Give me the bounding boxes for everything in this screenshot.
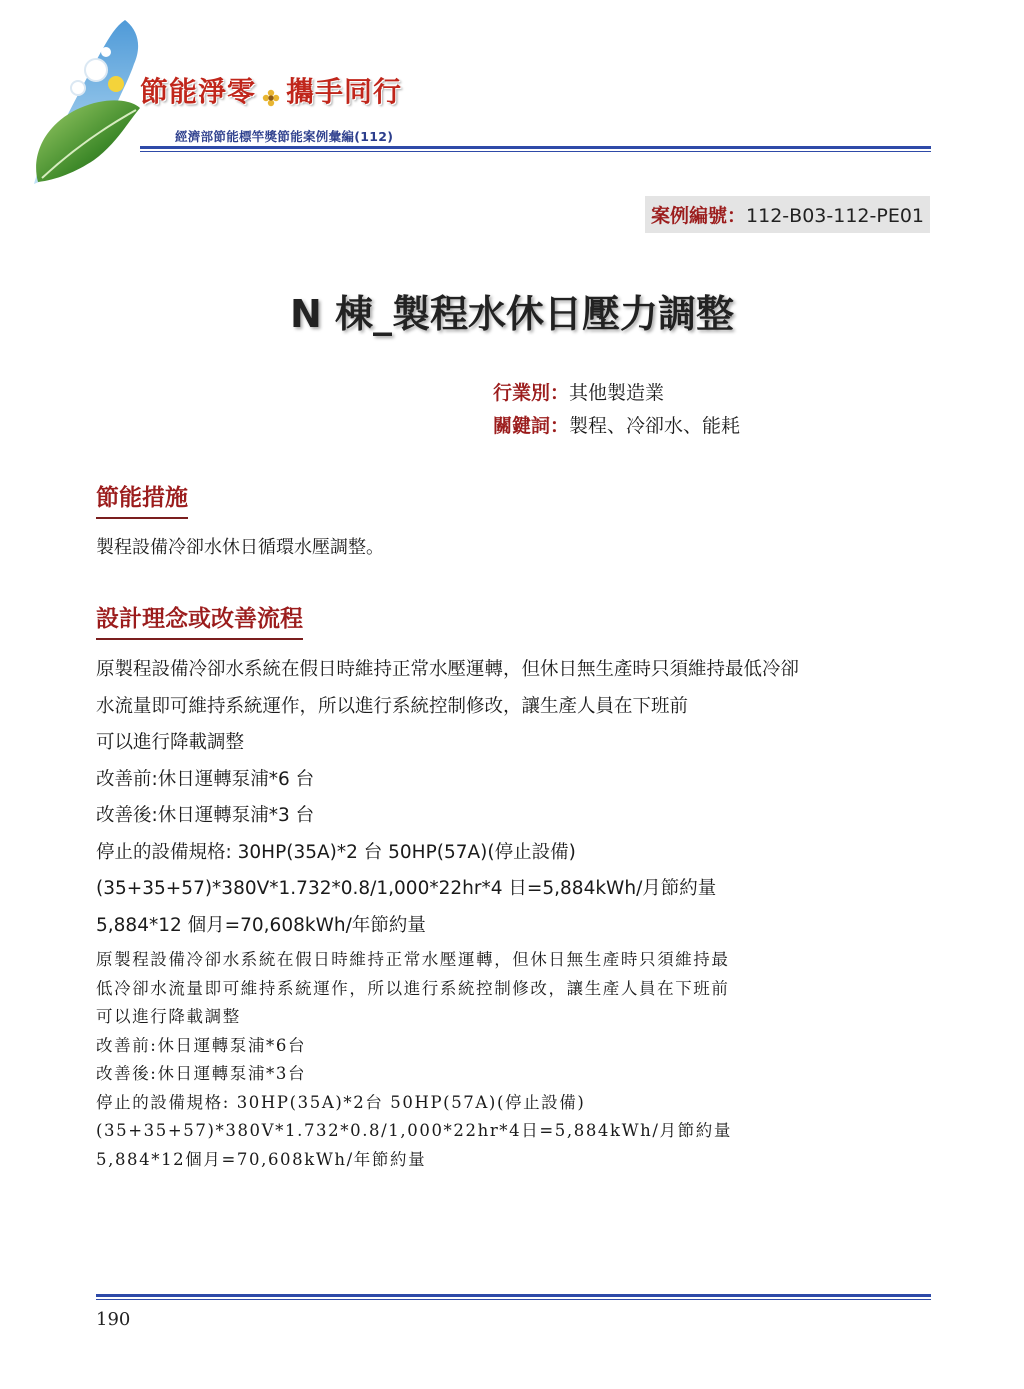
flower-icon (262, 81, 280, 99)
design-paragraph-serif (96, 948, 941, 1176)
text-line: 5,884*12個月=70,608kWh/年節約量 (96, 1149, 427, 1169)
industry-row (493, 378, 664, 405)
page-number: 190 (96, 1309, 131, 1330)
slogan-right: 攜手同行 (286, 75, 403, 108)
text-line: 原製程設備冷卻水系統在假日時維持正常水壓運轉，但休日無生產時只須維持最 (96, 950, 730, 969)
text-line: 可以進行降載調整 (96, 732, 245, 753)
text-line: 停止的設備規格: 30HP(35A)*2台 50HP(57A)(停止設備) (96, 1092, 586, 1112)
keywords-value: 製程、冷卻水、能耗 (569, 415, 741, 437)
industry-label: 行業別： (493, 382, 570, 404)
text-line: 停止的設備規格: 30HP(35A)*2 台 50HP(57A)(停止設備) (96, 841, 576, 863)
text-line: 改善前:休日運轉泵浦*6台 (96, 1035, 307, 1055)
text-line: 可以進行降載調整 (96, 1007, 241, 1026)
section-heading-measures: 節能措施 (96, 479, 188, 519)
header-divider (140, 146, 931, 152)
text-line: (35+35+57)*380V*1.732*0.8/1,000*22hr*4 日=5,884kWh/月節約量 (96, 878, 717, 899)
page-title: N 棟_製程水休日壓力調整 (289, 292, 735, 336)
case-number-value: 112-B03-112-PE01 (746, 205, 924, 227)
keywords-row (493, 411, 740, 438)
keywords-label: 關鍵詞： (493, 415, 570, 437)
header-subtitle: 經濟部節能標竿獎節能案例彙編(112) (175, 129, 394, 144)
text-line: 改善後:休日運轉泵浦*3台 (96, 1064, 307, 1083)
text-line: 原製程設備冷卻水系統在假日時維持正常水壓運轉，但休日無生產時只須維持最低冷卻 (96, 659, 800, 680)
case-number-label: 案例編號： (651, 205, 747, 227)
design-paragraph-sans (96, 656, 941, 948)
case-number-box (645, 196, 930, 233)
slogan-left: 節能淨零 (140, 75, 257, 108)
industry-value: 其他製造業 (569, 382, 665, 404)
header-slogan (140, 70, 402, 110)
text-line: 改善前:休日運轉泵浦*6 台 (96, 768, 315, 790)
text-line: 5,884*12 個月=70,608kWh/年節約量 (96, 914, 426, 936)
text-line: 低冷卻水流量即可維持系統運作，所以進行系統控制修改，讓生產人員在下班前 (96, 978, 730, 998)
footer-divider (96, 1294, 931, 1300)
text-line: (35+35+57)*380V*1.732*0.8/1,000*22hr*4日=5,884kWh/月節約量 (96, 1121, 732, 1140)
section-body-measures: 製程設備冷卻水休日循環水壓調整。 (96, 537, 384, 558)
text-line: 改善後:休日運轉泵浦*3 台 (96, 805, 315, 826)
text-line: 水流量即可維持系統運作，所以進行系統控制修改，讓生產人員在下班前 (96, 695, 689, 717)
section-heading-design: 設計理念或改善流程 (96, 600, 303, 640)
